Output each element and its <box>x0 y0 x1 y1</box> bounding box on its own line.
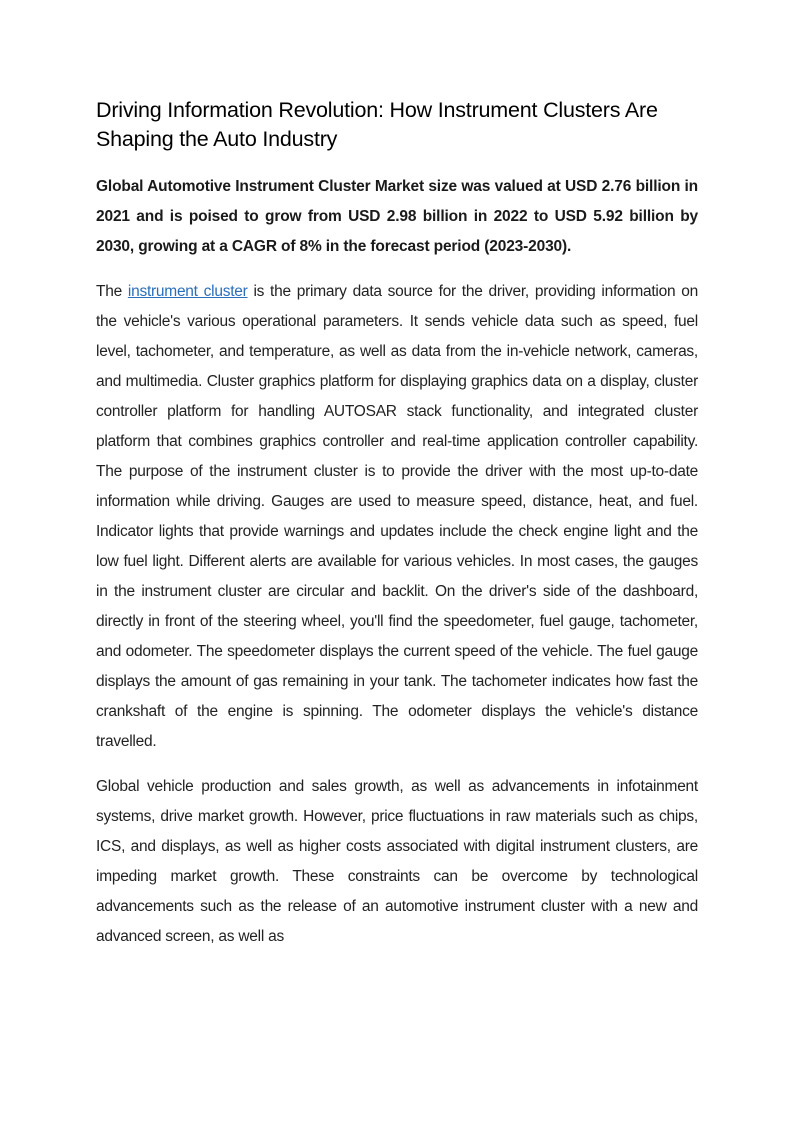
paragraph-market-drivers: Global vehicle production and sales growth, as well as advancements in infotainment systems, drive market growth. However, price fluctuations in raw materials such as chips, ICS, and displays, as well as higher costs associated with digital instrument clusters, are impeding market growth. These constraints can be overcome by technological advancements such as the release of an automotive instrument cluster with a new and advanced screen, as well as <box>96 778 698 945</box>
page-title: Driving Information Revolution: How Instrument Clusters Are Shaping the Auto Industry <box>96 98 658 151</box>
paragraph-prefix-text: The <box>96 283 128 300</box>
paragraph-body-text: is the primary data source for the driver, providing information on the vehicle's various operational parameters. It sends vehicle data such as speed, fuel level, tachometer, and temperature, as well as data from the in-vehicle network, cameras, and multimedia. Cluster graphics platform for displaying graphics data on a display, cluster controller platform for handling AUTOSAR stack functionality, and integrated cluster platform that combines graphics controller and real-time application controller capability. The purpose of the instrument cluster is to provide the driver with the most up-to-date information while driving. Gauges are used to measure speed, distance, heat, and fuel. Indicator lights that provide warnings and updates include the check engine light and the low fuel light. Different alerts are available for various vehicles. In most cases, the gauges in the instrument cluster are circular and backlit. On the driver's side of the dashboard, directly in front of the steering wheel, you'll find the speedometer, fuel gauge, tachometer, and odometer. The speedometer displays the current speed of the vehicle. The fuel gauge displays the amount of gas remaining in your tank. The tachometer indicates how fast the crankshaft of the engine is spinning. The odometer displays the vehicle's distance travelled. <box>96 283 698 750</box>
market-summary-lead: Global Automotive Instrument Cluster Market size was valued at USD 2.76 billion in 2021 and is poised to grow from USD 2.98 billion in 2022 to USD 5.92 billion by 2030, growing at a CAGR of 8% in the forecast period (2023-2030). <box>96 178 698 255</box>
instrument-cluster-link[interactable]: instrument cluster <box>127 283 248 300</box>
document-page <box>96 96 698 967</box>
paragraph-instrument-cluster-overview <box>96 277 698 757</box>
